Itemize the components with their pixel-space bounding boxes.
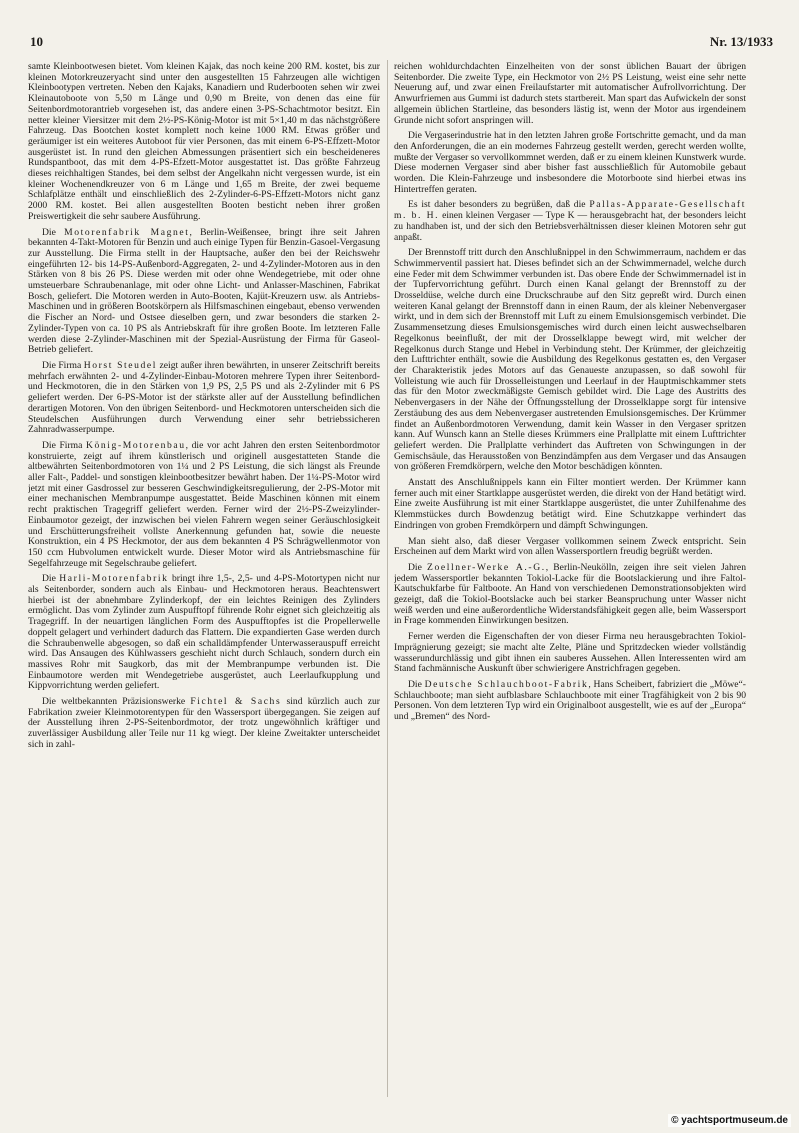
company-name: Pallas-Apparate-Gesellschaft m. b. H. bbox=[394, 199, 746, 222]
company-name: Zoellner-Werke A.-G. bbox=[427, 561, 546, 573]
paragraph: Die Deutsche Schlauchboot-Fabrik, Hans Scheibert, fabriziert die „Möwe“-Schlauchboote; man sieht aufblasbare Schlauchboote mit einer Tragfähigkeit von 2 bis 90 Personen. Von dem letzteren Typ wird ein Originalboot ausgestellt, wie es auf der „Europa“ und „Bremen“ des Nord- bbox=[394, 678, 746, 723]
paragraph: Es ist daher besonders zu begrüßen, daß die Pallas-Apparate-Gesellschaft m. b. H. einen kleinen Vergaser — Type K — herausgebracht hat, der besonders leicht zu handhaben ist, und der sich den Betriebsverhältnissen dieser kleinen Motoren sehr gut anpaßt. bbox=[394, 199, 746, 243]
watermark-link[interactable]: © yachtsportmuseum.de bbox=[668, 1114, 791, 1127]
paragraph: Die Harli-Motorenfabrik bringt ihre 1,5-, 2,5- und 4-PS-Motortypen nicht nur als Seitenborder, sondern auch als Einbau- und Heckmotoren heraus. Beachtenswert hierbei ist der abnehmbare Zylinderkopf, der ein leichtes Reinigen des Zylinders ermöglicht. Das vom Zylinder zum Auspufftopf führende Rohr eignet sich gleichzeitig als Tragegriff. In der neuartigen länglichen Form des Auspufftopfes ist die Propellerwelle doppelt gelagert und verhindert dadurch das Flattern. Die expandierten Gase werden durch die Schraubenwelle abgesogen, so daß ein schalldämpfender Unterwasserauspuff erreicht wird. Das Ansaugen des Kühlwassers geschieht nicht durch Schlauch, sondern durch ein massives Rohr mit Saugkorb, das mit der Membranpumpe verbunden ist. Die Einbaumotore werden mit Wendegetriebe ausgerüstet, auch Leerlaufkupplung und Kippvorrichtung werden geliefert. bbox=[28, 573, 380, 692]
left-column bbox=[28, 62, 380, 1092]
paragraph: Die Firma Horst Steudel zeigt außer ihren bewährten, in unserer Zeitschrift bereits mehrfach erwähnten 2- und 4-Zylinder-Einbau-Motoren mehrere Typen ihrer Seitenbord- und Heckmotoren, die in den Stärken von 1,9 PS, 2,5 PS und als 2-Zylinder mit 6 PS geliefert werden. Der 6-PS-Motor ist der stärkste aller auf der Ausstellung befindlichen derartigen Motoren. Von den übrigen Seitenbord- und Heckmotoren unterscheiden sich die Steudelschen Ausführungen durch Verwendung einer sehr betriebssicheren Zahnradwasserpumpe. bbox=[28, 359, 380, 436]
page-number: 10 bbox=[30, 34, 43, 49]
company-name: König-Motorenbau bbox=[85, 439, 186, 451]
company-name: Harli-Motorenfabrik bbox=[59, 573, 169, 585]
paragraph: Der Brennstoff tritt durch den Anschlußnippel in den Schwimmerraum, nachdem er das Schwimmerventil passiert hat. Dieses befindet sich an der Schwimmernadel, welche durch eine Feder mit dem Schwimmer verbunden ist. Das obere Ende der Schwimmernadel ist in der Tupfervorrichtung geführt. Durch einen Kanal gelangt der Brennstoff zu der Drosseldüse, welche durch eine Druckschraube auf den Sitz gepreßt wird. Durch einen weiteren Kanal gelangt der Brennstoff dann in einen Raum, der als kleiner Nebenvergaser wirkt, und in dem sich der Brennstoff mit Luft zu einem Emulsionsgemisch verbindet. Die Zusammensetzung dieses Emulsionsgemisches wird durch einen leicht auswechselbaren Regelkonus beeinflußt, der mit der Drosselklappe bewegt wird, mit welcher der Regelkonus durch Stange und Hebel in Verbindung steht. Der Krümmer, der gleichzeitig den Lufttrichter enthält, sowie die Ausbildung des Regelkonus gestatten es, den Vergaser der Charakteristik jedes Motors auf das Genaueste anzupassen, so daß sowohl für Volleistung wie auch für Drosselleistungen und Leerlauf in der Hauptmischkammer stets das für den Motor zweckmäßigste Gemisch gebildet wird. Die Lage des Austritts des Nebenvergasers in der Nähe der Öffnungsstellung der Drosselklappe sorgt für intensive Zerstäubung des aus dem Nebenvergaser austretenden Emulsionsgemisches. Der Krümmer findet an Außenbordmotoren Verwendung, damit kein Wasser in den Vergaser spritzen kann. Auf Wunsch kann an Stelle dieses Krümmers eine Prallplatte mit einem Lufttrichter geliefert werden. Die Prallplatte verhindert das Auftreten von Schwingungen in der Gemischsäule, das Herausstoßen von Benzindämpfen aus dem Vergaser und das Ansaugen von größeren Fremdkörpern, welche den Motor beschädigen könnten. bbox=[394, 247, 746, 473]
issue-number: Nr. 13/1933 bbox=[709, 34, 773, 49]
company-name: Fichtel & Sachs bbox=[190, 696, 282, 708]
paragraph: Die Firma König-Motorenbau, die vor acht Jahren den ersten Seitenbordmotor konstruierte, zeigt auf ihrem künstlerisch und originell ausgestatteten Stande die altbewährten Seitenbordmotoren von 1¼ und 2 PS Leistung, die sich längst als Freunde aller Falt-, Paddel- und sonstigen kleinbootbesitzer bewährt haben. Der 1¼-PS-Motor wird jetzt mit einer Gasdrossel zur besseren Geschwindigkeitsregulierung, der 2-PS-Motor mit einer mechanischen Membranpumpe ausgestattet. Beide Maschinen können mit einem recht praktischen Tragegriff geliefert werden. Ferner wird der 2½-PS-Zweizylinder-Einbaumotor gezeigt, der inzwischen bei vielen Fahrern wegen seiner Geräuschlosigkeit und Erschütterungsfreiheit vollste Anerkennung gefunden hat, sowie die neueste Konstruktion, ein 4 PS Heckmotor, der aus dem bekannten 4 PS Schrägwellenmotor von 150 ccm Hubvolumen entwickelt wurde. Dieser Motor wird als Antriebsmaschine für Segelfahrzeuge mit Segelschraube geliefert. bbox=[28, 439, 380, 569]
company-name: Motorenfabrik Magnet bbox=[64, 226, 190, 238]
paragraph: Anstatt des Anschlußnippels kann ein Filter montiert werden. Der Krümmer kann ferner auch mit einer Startklappe ausgerüstet werden, die direkt von der Hand betätigt wird. Eine zweite Ausführung ist mit einer Startklappe ausgerüstet, die unter Zuhilfenahme des Klemmstückes durch Bowdenzug betätigt wird. Eine Schutzkappe verhindert das Eindringen von groben Fremdkörpern und dämpft Schwingungen. bbox=[394, 477, 746, 531]
paragraph: samte Kleinbootwesen bietet. Vom kleinen Kajak, das noch keine 200 RM. kostet, bis zur kleinen Motorkreuzeryacht sind unter den ausgestellten 15 Fahrzeugen alle wichtigen Kleinbootypen vertreten. Neben den Kajaks, Kanadiern und Ruderbooten sehen wir zwei Kleinautoboote von 5,50 m Länge und 0,90 m Breite, von denen das eine für Seitenbordmotorantrieb vorgesehen ist, das andere einen 3-PS-Schachtmotor besitzt. Ein netter kleiner Viersitzer mit dem 2½-PS-König-Motor ist mit 5×1,40 m das nächstgrößere Fahrzeug. Das Bootchen kostet komplett noch keine 1000 RM. Etwas größer und geräumiger ist ein weiteres Autoboot für vier Personen, das mit einem 6-PS-Effzett-Motor ausgerüstet ist. In rund den gleichen Abmessungen präsentiert sich ein bescheideneres Rundspantboot, das mit dem 4-PS-Efzett-Motor ausgestattet ist. Das größte Fahrzeug dieses reichhaltigen Standes, bei dem selbst der Angelkahn nicht vergessen wurde, ist ein kleiner Wochenendkreuzer von 6 m Länge und 1,65 m Breite, der zwei bequeme Schlafplätze enthält und einschließlich des 2-Zylinder-6-PS-Effzett-Motors nicht ganz 2000 RM. kostet. Bei allen ausgestellten Booten besticht neben ihrer großen Preiswertigkeit die sehr saubere Ausführung. bbox=[28, 62, 380, 222]
paragraph: Ferner werden die Eigenschaften der von dieser Firma neu herausgebrachten Tokiol-Imprägnierung gezeigt; sie macht alte Zelte, Pläne und Spritzdecken wieder vollständig wasserundurchlässig und gibt ihnen ein sauberes Aussehen. Allen Interessenten wird am Stand fachmännische Auskunft über schwierigere Anstrichfragen gegeben. bbox=[394, 631, 746, 675]
paragraph: Man sieht also, daß dieser Vergaser vollkommen seinem Zweck entspricht. Sein Erscheinen auf dem Markt wird von allen Wassersportlern freudig begrüßt werden. bbox=[394, 535, 746, 558]
company-name: Deutsche Schlauchboot-Fabrik bbox=[424, 678, 589, 690]
paragraph: Die weltbekannten Präzisionswerke Fichtel & Sachs sind kürzlich auch zur Fabrikation zweier Kleinmotorentypen für den Wassersport übergegangen. Sie zeigen auf der Ausstellung ihren 2-PS-Seitenbordmotor, der trotz ungewöhnlich kräftiger und zuverlässiger Ausbildung aller Teile nur 11 kg wiegt. Der kleine Zweitakter unterscheidet sich in zahl- bbox=[28, 696, 380, 750]
paragraph: Die Zoellner-Werke A.-G., Berlin-Neukölln, zeigen ihre seit vielen Jahren jedem Wassersportler bekannten Tokiol-Lacke für die Bootslackierung und ihre Faltol-Kautschukfarbe für Faltboote. An Hand von verschiedenen Demonstrationsobjekten wird gezeigt, daß die Tokiol-Bootslacke auch bei starker Beanspruchung unter Wasser nicht weiß werden und eine außerordentliche Widerstandsfähigkeit gegen alle, beim Wassersport in Frage kommenden Einwirkungen besitzen. bbox=[394, 561, 746, 627]
paragraph: Die Motorenfabrik Magnet, Berlin-Weißensee, bringt ihre seit Jahren bekannten 4-Takt-Motoren für Benzin und auch einige Typen für Benzin-Gasoel-Vergasung zur Ausstellung. Die Firma stellt in der Hauptsache, außer den bei der Reichswehr eingeführten 12- bis 14-PS-Außenbord-Aggregaten, 2- und 4-Zylinder-Motoren aus in den Stärken von 8 bis 26 PS. Diese werden mit oder ohne Wendegetriebe, mit oder ohne umsteuerbare Schraubenanlage, mit oder ohne Licht- und Anlasser-Maschinen, Fabrikat Bosch, geliefert. Die Motoren werden in Auto-Booten, Kajüt-Kreuzern usw. als Antriebs-Maschinen und in größeren Bootskörpern als Hilfsmaschinen eingebaut, ebenso verwenden die Fischer an Nord- und Ostsee dieselben gern, und zwar besonders die starken 2-Zylinder-Typen von ca. 10 PS als Antriebskraft für ihre großen Boote. Im letzteren Falle werden diese 2-Zylinder-Maschinen mit der Spezial-Ausrüstung der Firma für Gaseol-Betrieb geliefert. bbox=[28, 226, 380, 356]
paragraph: Die Vergaserindustrie hat in den letzten Jahren große Fortschritte gemacht, und da man den Anforderungen, die an ein modernes Fahrzeug gestellt werden, gerecht werden wollte, mußte der Vergaser so vervollkommnet werden, daß er zu einem kleinen Kunstwerk wurde. Diese modernen Vergaser sind aber bisher fast ausschließlich für Automobile gebaut worden. Die Klein-Fahrzeuge und insbesondere die Motorboote sind hierbei etwas ins Hintertreffen geraten. bbox=[394, 130, 746, 195]
paragraph: reichen wohldurchdachten Einzelheiten von der sonst üblichen Bauart der übrigen Seitenborder. Die zweite Type, ein Heckmotor von 2½ PS Leistung, weist eine sehr nette Neuerung auf, und zwar einen Freilaufstarter mit automatischer Aufrollvorrichtung. Der Anwurfriemen aus Gummi ist dadurch stets startbereit. Man spart das Aufwickeln der sonst allgemein üblichen Startleine, das besonders lästig ist, wenn der Motor aus irgendeinem Grunde nicht sofort anspringen will. bbox=[394, 62, 746, 126]
column-divider bbox=[387, 60, 388, 1097]
company-name: Horst Steudel bbox=[83, 359, 158, 371]
right-column bbox=[394, 62, 746, 1092]
